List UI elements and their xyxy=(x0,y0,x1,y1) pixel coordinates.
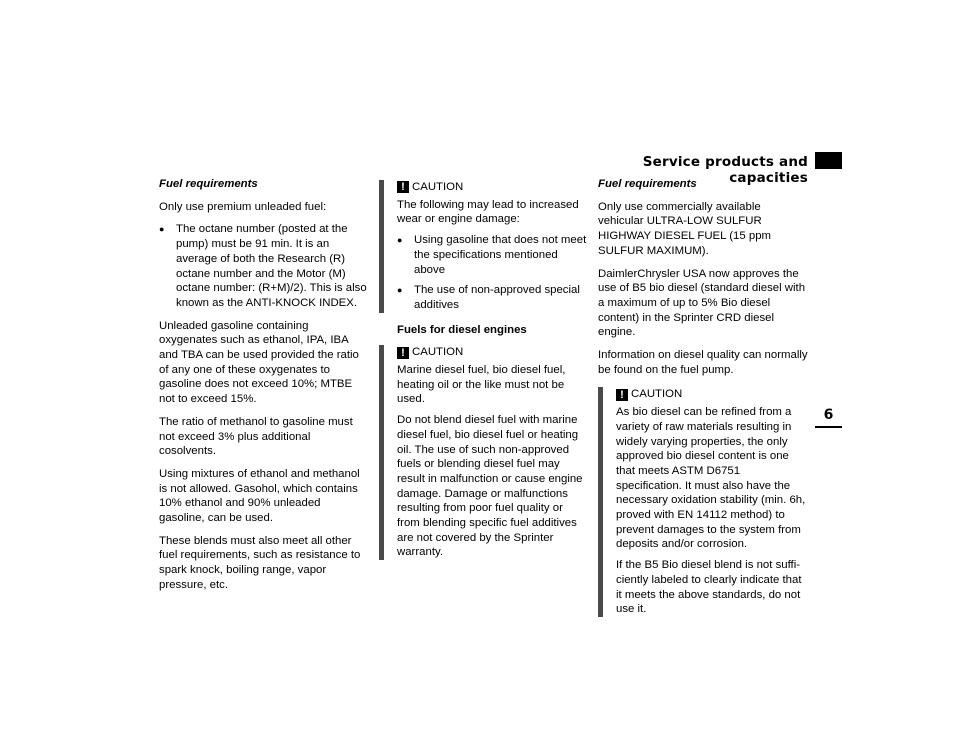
caution-box-bio-diesel xyxy=(598,387,808,617)
caution-text: Marine diesel fuel, bio diesel fuel, heating oil or the like must not be used. xyxy=(397,364,566,406)
caution-bullet-list xyxy=(397,233,588,313)
caution-label: CAUTION xyxy=(631,388,683,401)
list-item: ● The use of non-approved special additives xyxy=(397,283,588,312)
warning-icon: ! xyxy=(397,347,409,359)
caution-text: The following may lead to increased wear or engine damage: xyxy=(397,198,579,226)
caution-text: Do not blend diesel fuel with marine diesel fuel, bio diesel fuel or heating oil. The use of such non-approved fuels or blending diesel fuel may result in malfunction or cause engine damage. Damage or malfunctions resulting from poor fuel quality or from blending specific fuel additives are not covered by the Sprinter warranty. xyxy=(397,414,583,559)
list-item: ● Using gasoline that does not meet the specifications mentioned above xyxy=(397,233,588,277)
caution-text: If the B5 Bio diesel blend is not sufficiently labeled to clearly indicate that it meets the above standards, do not use it. xyxy=(616,559,802,616)
paragraph: Using mixtures of ethanol and methanol is not allowed. Gasohol, which contains 10% ethanol and 90% unleaded gasoline, can be used. xyxy=(159,467,360,525)
octane-bullet-list xyxy=(159,222,368,310)
list-item: ● The octane number (posted at the pump) must be 91 min. It is an average of both the Research (R) octane number and the Motor (M) octane number: (R+M)/2). This is also known as the ANTI-KNOCK INDEX. xyxy=(159,222,368,310)
intro-text: Only use premium unleaded fuel: xyxy=(159,200,327,213)
caution-text: As bio diesel can be refined from a variety of raw materials resulting in widely varying properties, the only approved bio diesel content is one that meets ASTM D6751 specification. It must also have the necessary oxidation stability (min. 6h, proved with EN 14112 method) to prevent damages to the system from deposits and/or corrosion. xyxy=(616,406,806,551)
page-header-title: Service products and capacities xyxy=(642,154,808,186)
caution-title xyxy=(397,345,588,360)
chapter-number: 6 xyxy=(815,404,842,428)
caution-title xyxy=(616,387,808,402)
header-tab-marker xyxy=(815,152,842,169)
paragraph: DaimlerChrysler USA now approves the use of B5 bio diesel (standard diesel with a maximum of up to 5% Bio diesel content) in the Sprinter CRD diesel engine. xyxy=(598,267,806,339)
caution-label: CAUTION xyxy=(412,181,464,193)
caution-box-gasoline xyxy=(379,180,588,313)
warning-icon: ! xyxy=(397,181,409,193)
caution-box-diesel xyxy=(379,345,588,560)
paragraph: Information on diesel quality can normally be found on the fuel pump. xyxy=(598,349,808,376)
column-diesel-intro xyxy=(397,180,588,570)
paragraph: Unleaded gasoline containing oxygenates such as ethanol, IPA, IBA and TBA can be used provided the ratio of any one of these oxygenates to gasoline does not exceed 10%; MTBE not to exceed 15%. xyxy=(159,319,359,406)
caution-label: CAUTION xyxy=(412,346,464,359)
column-gasoline xyxy=(159,177,368,601)
paragraph: Only use commercially available vehicular ULTRA-LOW SULFUR HIGHWAY DIESEL FUEL (15 ppm SULFUR MAXIMUM). xyxy=(598,200,772,257)
diesel-fuels-heading: Fuels for diesel engines xyxy=(397,323,527,336)
warning-icon: ! xyxy=(616,389,628,401)
paragraph: The ratio of methanol to gasoline must not exceed 3% plus additional cosolvents. xyxy=(159,415,353,458)
fuel-requirements-heading: Fuel requirements xyxy=(598,178,697,190)
paragraph: These blends must also meet all other fuel requirements, such as resistance to spark knock, boiling range, vapor pressure, etc. xyxy=(159,534,361,591)
column-diesel-requirements xyxy=(598,177,808,627)
fuel-requirements-heading: Fuel requirements xyxy=(159,178,258,190)
caution-title xyxy=(397,180,588,195)
